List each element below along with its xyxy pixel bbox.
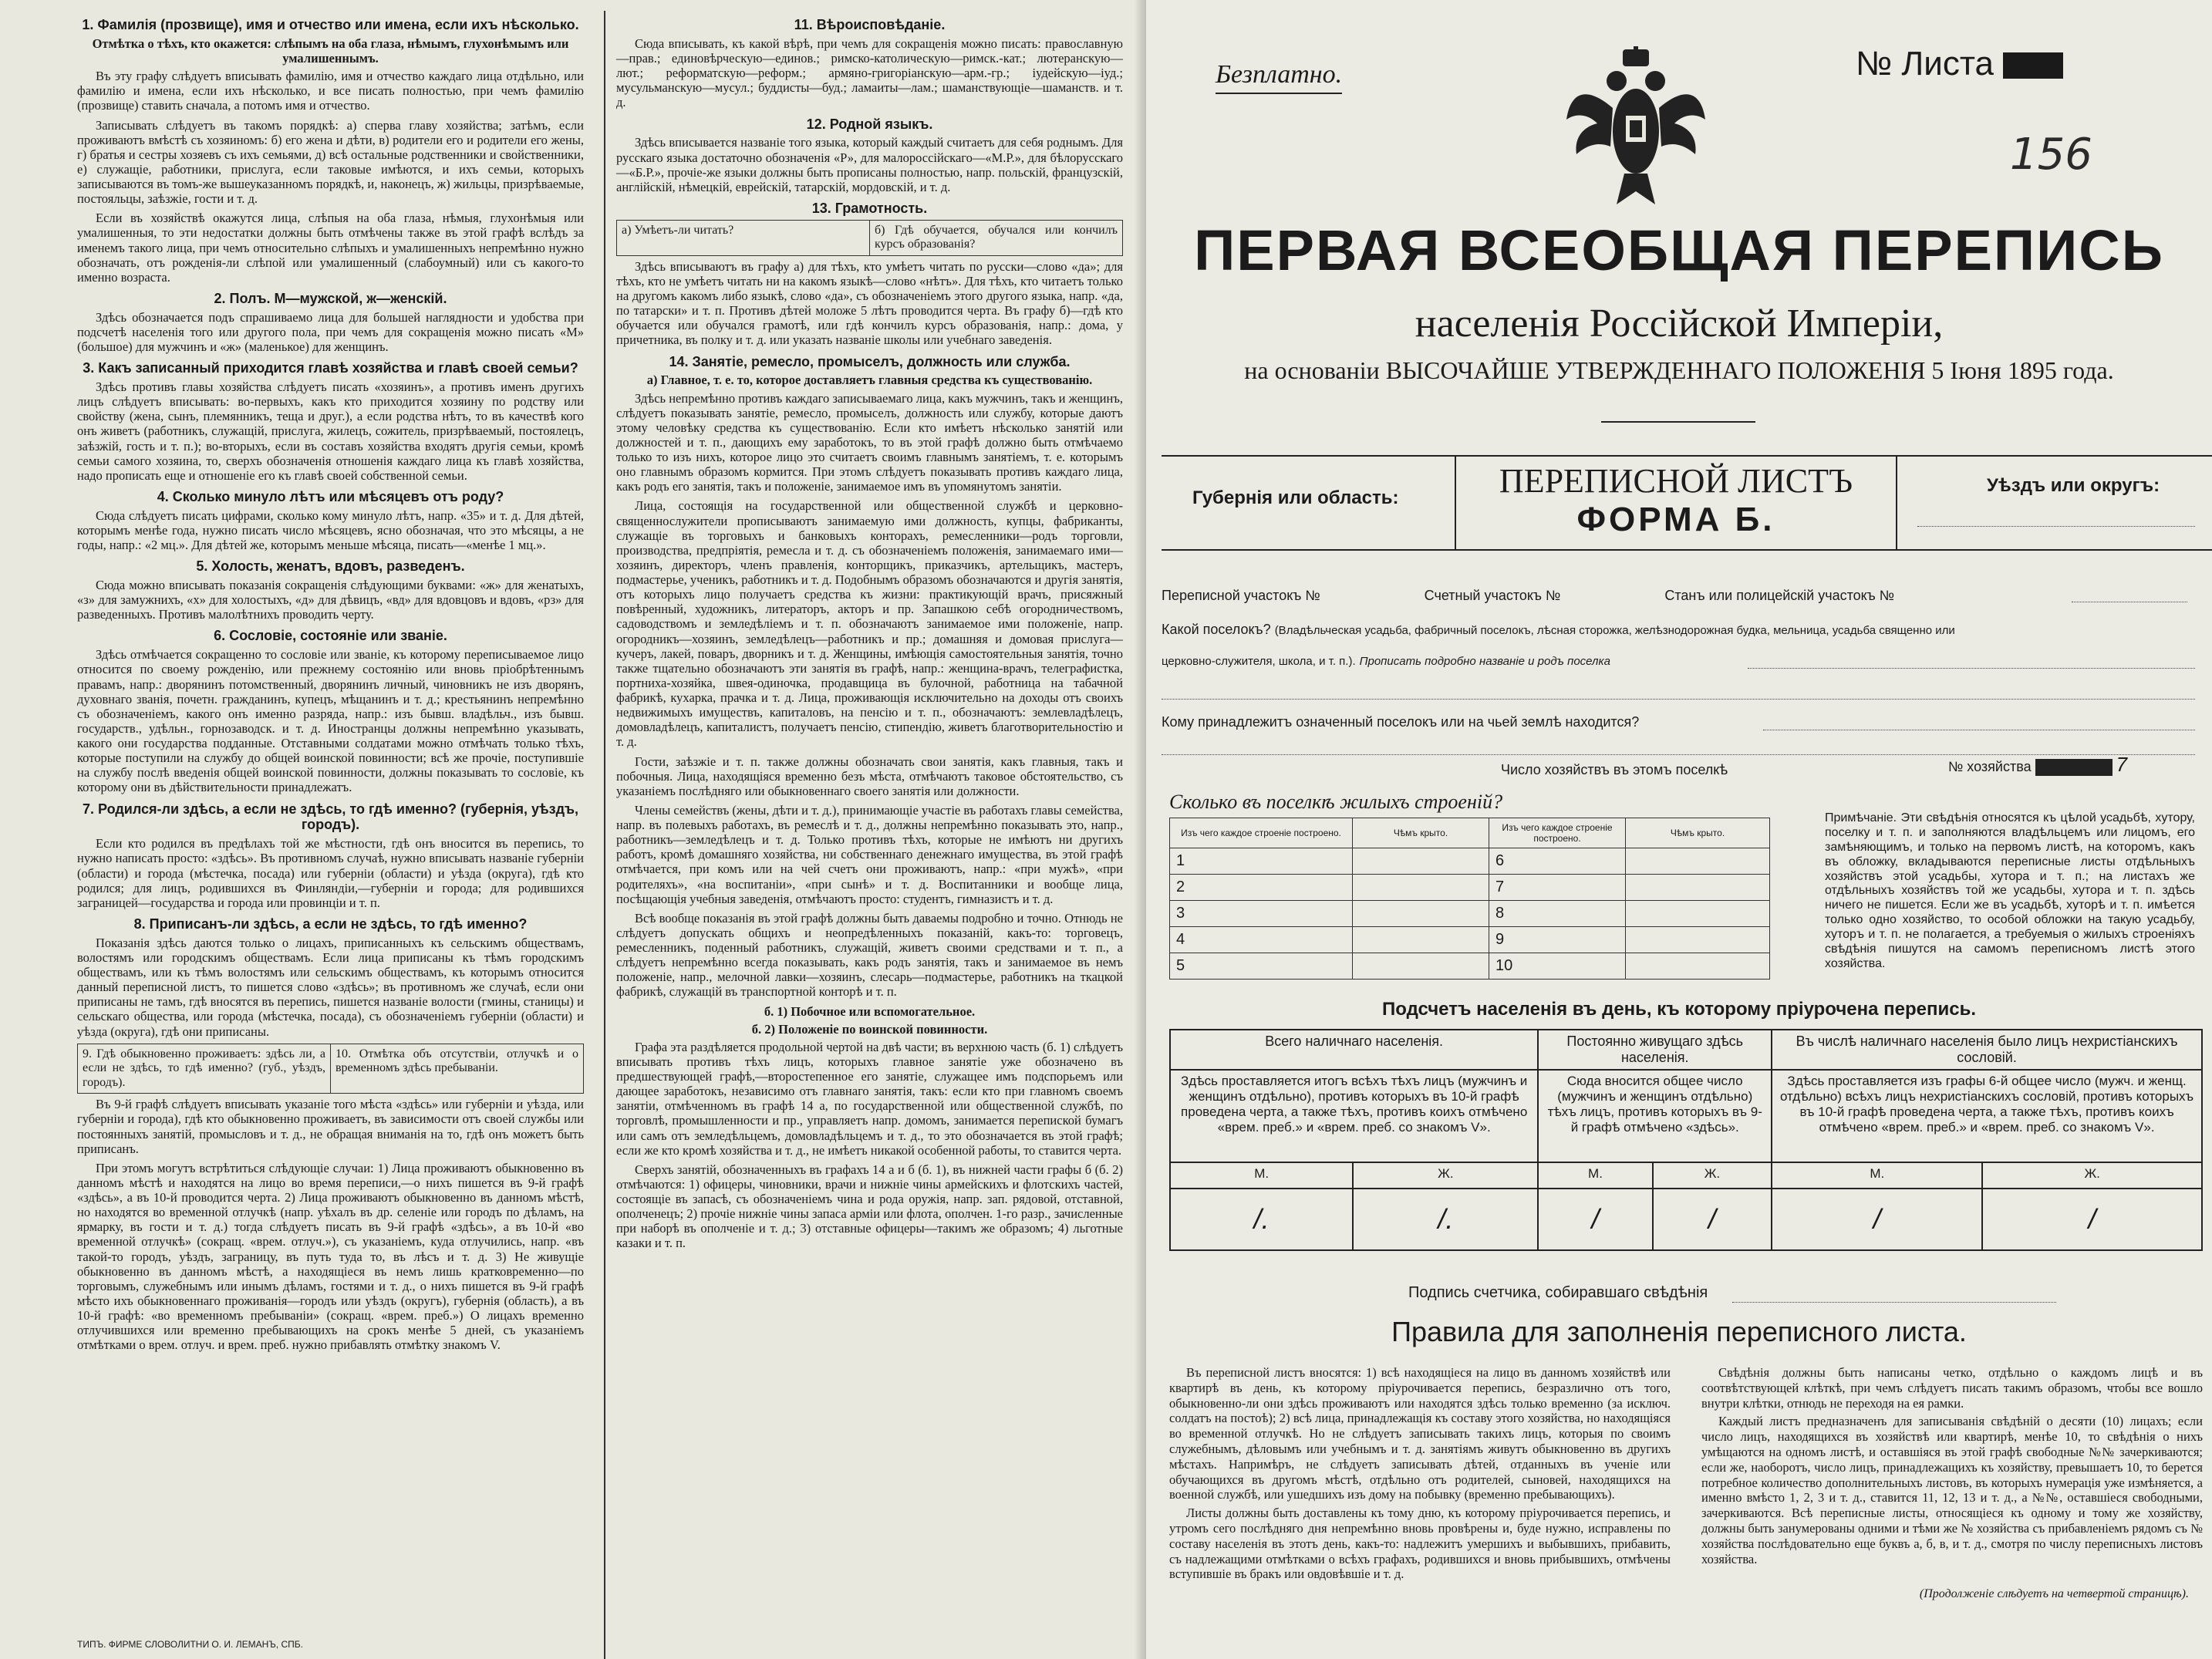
right-page xyxy=(1146,0,2212,1659)
uezd-field[interactable] xyxy=(1917,526,2195,527)
instructions-column-2 xyxy=(604,11,1123,1659)
buildings-row xyxy=(1170,927,1770,953)
households-count-label: Число хозяйствъ въ этомъ поселкѣ xyxy=(1501,762,1728,777)
pop-value[interactable]: / xyxy=(1982,1189,2202,1250)
section-note: б. 2) Положеніе по воинской повинности. xyxy=(751,1021,988,1037)
rules-title: Правила для заполненія переписного листа. xyxy=(1391,1316,1967,1347)
buildings-table xyxy=(1169,818,1770,980)
female-label: Ж. xyxy=(1653,1162,1772,1189)
instruction-paragraph: Если въ хозяйствѣ окажутся лица, слѣпыя на оба глаза, нѣмыя, глухонѣмыя или умалишенныя, то эти недостатки должны быть отмѣчены также въ этой графѣ вслѣдъ за именемъ такого лица, при чемъ относительно слѣпыхъ и умалишенныхъ непремѣнно нужно обозначать, отъ рожденія-ли слѣпой или умалишенный (слабоумный) или съ какого-то именно возраста. xyxy=(77,211,584,285)
household-number-hand: 7 xyxy=(2116,753,2128,776)
buildings-row xyxy=(1170,848,1770,875)
building-roof-cell[interactable] xyxy=(1626,927,1770,953)
form-name-line1: ПЕРЕПИСНОЙ ЛИСТЪ xyxy=(1499,462,1853,500)
instruction-paragraph: Записывать слѣдуетъ въ такомъ порядкѣ: а) сперва главу хозяйства; затѣмъ, если проживаютъ вмѣстѣ съ хозяиномъ: б) его жена и дѣти, в) родители его и родители его жены, г) братья и сестры хозяевъ съ ихъ семьями, д) всѣ остальные родственники и свойственники, е) служащіе, работники, прислуга, если таковые имѣются, и ихъ семьи, которыхъ записываются въ томъ-же вышеуказанномъ порядкѣ, и, наконецъ, ж) жильцы, призрѣваемые, постояльцы, заѣзжіе, гости и т. д. xyxy=(77,117,584,207)
bldg-col-material-2: Изъ чего каждое строеніе построено. xyxy=(1489,818,1626,848)
double-headed-eagle-emblem xyxy=(1563,46,1709,216)
pop-desc-nonchristian: Здѣсь проставляется изъ графы 6-й общее число (мужч. и женщ. отдѣльно) всѣхъ лицъ нехристіанскихъ сословій, противъ которыхъ въ 10-й графѣ проведена черта, а также тѣхъ, противъ коихъ отмѣчено «врем. преб.» и «врем. преб. со знакомъ V». xyxy=(1772,1070,2202,1162)
census-subtitle: населенія Россійской Имперіи, xyxy=(1415,302,1944,346)
instruction-paragraph: Здѣсь обозначается подъ спрашиваемо лица для большей наглядности и удобства при подсчетѣ населенія того или другого пола, при чемъ для сокращенія можно писать «М» (большое) для мужчинъ и «ж» (маленькое) для женщинъ. xyxy=(77,309,584,354)
printer-imprint: ТИПЪ. ФИРМЕ СЛОВОЛИТНИ О. И. ЛЕМАНЪ, СПБ. xyxy=(77,1639,303,1650)
section-heading: 11. Вѣроисповѣданіе. xyxy=(794,17,946,32)
rule-paragraph: Каждый листъ предназначенъ для записыванія свѣдѣній о десяти (10) лицахъ; если число лицъ, находящихся въ хозяйствѣ или квартирѣ, менѣе 10, то свѣдѣнія о нихъ умѣщаются на одномъ листѣ, и оставшіяся въ этой графѣ свободные №№ зачеркиваются; если же, наоборотъ, число лицъ, принадлежащихъ къ хозяйству, превышаетъ 10, то берется потребное количество дополнительныхъ листовъ, въ которыхъ нумерація уже измѣняется, а именно вмѣсто 1, 2, 3 и т. д., ставится 11, 12, 13 и т. д., а №№, оставшіеся свободными, зачеркиваются. Всѣ переписные листы, относящіеся къ одному и тому же хозяйству, должны быть занумерованы одними и тѣми же № хозяйства съ прибавленіемъ рядомъ съ № хозяйства послѣдовательно еще буквъ а, б, в, и т. д., смотря по числу переписныхъ листовъ хозяйства. xyxy=(1701,1414,2203,1566)
enumerator-signature: Подпись счетчика, собиравшаго свѣдѣнія xyxy=(1408,1284,1708,1301)
instruction-paragraph: Въ 9-й графѣ слѣдуетъ вписывать указаніе того мѣста «здѣсь» или губерніи и уѣзда, или губерніи и города), гдѣ кто обыкновенно проживаетъ, въ зависимости отъ своей службы или постоянныхъ занятій, промысловъ и т. д., не обращая вниманія на то, гдѣ онъ можетъ быть приписанъ. xyxy=(77,1097,584,1156)
split-heading-cell: а) Умѣетъ-ли читать? xyxy=(622,223,734,237)
pop-desc-present: Здѣсь проставляется итогъ всѣхъ тѣхъ лицъ (мужчинъ и женщинъ отдѣльно), противъ которыхъ въ 10-й графѣ проведена черта, а также тѣхъ, противъ коихъ отмѣчено «врем. преб.» и «врем. преб. со знакомъ V». xyxy=(1170,1070,1538,1162)
rule-paragraph: Листы должны быть доставлены къ тому дню, къ которому пріурочивается перепись, и утромъ сего послѣдняго дня непремѣнно вновь провѣрены и, буде нужно, исправлены по составу населенія въ этотъ день, какъ-то: надлежитъ умершихъ и выбывшихъ, прибавить, съ надлежащими отмѣтками о всѣхъ графахъ, родившихся и вновь прибывшихъ, отмѣчены вступившіе въ бракъ или овдовѣвшіе и т. д. xyxy=(1169,1506,1671,1582)
building-roof-cell[interactable] xyxy=(1353,953,1489,980)
census-decree-line: на основаніи ВЫСОЧАЙШЕ УТВЕРЖДЕННАГО ПОЛОЖЕНІЯ 5 Іюня 1895 года. xyxy=(1244,356,2114,384)
split-heading-cell: б) Гдѣ обучается, обучался или кончилъ курсъ образованія? xyxy=(869,221,1122,255)
instructions-column-1 xyxy=(77,11,584,1659)
building-number: 6 xyxy=(1489,848,1626,875)
bldg-col-roof: Чѣмъ крыто. xyxy=(1353,818,1489,848)
population-count-title: Подсчетъ населенія въ день, къ которому пріурочена перепись. xyxy=(1382,999,1976,1020)
free-label: Безплатно. xyxy=(1216,60,1342,94)
buildings-remark: Примѣчаніе. Эти свѣдѣнія относятся къ цѣлой усадьбѣ, хутору, поселку и т. п. и заполняются владѣльцемъ или лицомъ, его замѣняющимъ, и только на первомъ листѣ, на которомъ, какъ въ обложку, вкладываются переписные листы отдѣльныхъ хозяйствъ этой усадьбы, хутора и т. п.; на листахъ же отдѣльныхъ хозяйствъ той же усадьбы, хутора и т. п. здѣсь ничего не пишется. Если же въ усадьбѣ, хуторѣ и т. п. имѣется только одно хозяйство, то особой обложки на такую усадьбу, хуторъ и т. п. не полагается, а требуемыя о жилыхъ строеніяхъ свѣдѣнія пишутся на самомъ переписномъ листѣ этого хозяйства. xyxy=(1825,811,2195,970)
instruction-paragraph: Всѣ вообще показанія въ этой графѣ должны быть даваемы подробно и точно. Отнюдь не слѣдуетъ допускать общихъ и неопредѣленныхъ показаній, какъ-то: торговецъ, ремесленникъ, поденный работникъ, служащій, живетъ своими средствами и т. п., а слѣдуетъ непремѣнно всегда показывать, какъ родъ занятія, такъ и занимаемое въ немъ положеніе, напр., мелочной лавки—хозяинъ, слесарь—подмастерье, работникъ на ткацкой фабрикѣ, служащій въ транспортной конторѣ и т. п. xyxy=(616,910,1123,1000)
instruction-paragraph: Здѣсь отмѣчается сокращенно то сословіе или званіе, къ которому переписываемое лицо относится по своему рожденію, или прежнему состоянію или вновь пріобрѣтеннымъ правамъ, напр.: дворянинъ потомственный, дворянинъ личный, чиновникъ не изъ дворянъ, духовнаго званія, почетн. гражданинъ, купецъ, мѣщанинъ и т. д.; крестьянинъ непремѣнно съ обозначеніемъ, какого онъ именно разряда, напр.: изъ бывш. владѣльч., изъ бывш. государств., удѣльн., горнозаводск. и т. д. Иностранцы должны непремѣнно указывать, какого они государства подданные. Отставными солдатами можно отмѣчать только тѣхъ, которые поступили на службу до общей воинской повинности; всѣ же прочіе, поступившіе на службу послѣ введенія общей воинской повинности, должны показывать то сословіе, къ которому они въ дѣйствительности принадлежатъ. xyxy=(77,647,584,795)
building-number: 1 xyxy=(1170,848,1353,875)
instruction-paragraph: Если кто родился въ предѣлахъ той же мѣстности, гдѣ онъ вносится въ перепись, то нужно написать просто: «здѣсь». Въ противномъ случаѣ, нужно вписывать названіе губерніи (области) и города (мѣстечка, посада) или губерніи (области) и уѣзда (округа), гдѣ кто родился; для лицъ, родившихся въ Финляндіи,—губерніи и города; для родившихся заграницей—государства и города или провинціи и т. п. xyxy=(77,836,584,910)
section-heading: 8. Приписанъ-ли здѣсь, а если не здѣсь, то гдѣ именно? xyxy=(133,915,528,932)
owner-question: Кому принадлежитъ означенный поселокъ или на чьей землѣ находится? xyxy=(1162,714,1640,730)
instruction-paragraph: Графа эта раздѣляется продольной чертой на двѣ части; въ верхнюю часть (б. 1) слѣдуетъ вписывать противъ тѣхъ лицъ, которыхъ главное занятіе уже обозначено въ предшествующей графѣ,—второстепенное его занятіе, служащее имъ подспорьемъ или дающее заработокъ, независимо отъ главнаго занятія, такъ: если кто при главномъ своемъ занятіи, отмѣченномъ въ графѣ 14 а, по государственной или общественной службѣ, по торговлѣ, промышленности и пр., управляетъ напр. домомъ, занимается перепиской бумагъ или самъ отъ земледѣльцемъ, домовладѣльцемъ и т. д., то это обозначается въ этой графѣ; если же кто кромѣ хозяйства и т. д., не имѣетъ никакой особенной работы, то ставится черта. xyxy=(616,1039,1123,1158)
pop-value[interactable]: /. xyxy=(1170,1189,1353,1250)
instruction-paragraph: Сверхъ занятій, обозначенныхъ въ графахъ 14 а и б (б. 1), въ нижней части графы б (б. 2) отмѣчаются: 1) офицеры, чиновники, врачи и нижніе чины армейскихъ и флотскихъ частей, состоящіе въ запасѣ, съ обозначеніемъ чина и рода оружія, напр. зап. рядовой, отставной, ополченецъ; 2) прочіе нижніе чины запаса арміи или флота, ополчен. 1-го разр., зачисленные при наборѣ въ ополченіе и т. д.; 3) отставные офицеры—такимъ же образомъ; 4) льготные казаки и т. п. xyxy=(616,1162,1123,1251)
heading-10: 10. Отмѣтка объ отсутствіи, отлучкѣ и о временномъ здѣсь пребываніи. xyxy=(330,1044,583,1094)
sheet-number-label: № Листа xyxy=(1856,45,1995,83)
settlement-name-field[interactable] xyxy=(1748,668,2195,669)
section-note: а) Главное, т. е. то, которое доставляетъ главныя средства къ существованію. xyxy=(646,373,1093,388)
split-heading-9-10 xyxy=(77,1044,584,1094)
continued-note: (Продолженіе слѣдуетъ на четвертой страницѣ). xyxy=(1919,1587,2189,1600)
building-roof-cell[interactable] xyxy=(1353,875,1489,901)
pop-value[interactable]: / xyxy=(1772,1189,1982,1250)
household-number-redaction xyxy=(2035,759,2113,776)
population-count-table xyxy=(1169,1029,2203,1251)
male-label: М. xyxy=(1772,1162,1982,1189)
building-roof-cell[interactable] xyxy=(1353,927,1489,953)
settlement-extra-field[interactable] xyxy=(1162,699,2195,700)
building-roof-cell[interactable] xyxy=(1353,901,1489,927)
pop-value[interactable]: /. xyxy=(1353,1189,1538,1250)
bldg-col-material: Изъ чего каждое строеніе построено. xyxy=(1170,818,1353,848)
signature-field[interactable] xyxy=(1732,1302,2056,1303)
section-note: Отмѣтка о тѣхъ, кто окажется: слѣпымъ на оба глаза, нѣмымъ, глухонѣмымъ или умалишеннымъ. xyxy=(92,35,569,66)
rule-paragraph: Въ переписной листъ вносятся: 1) всѣ находящіеся на лицо въ данномъ хозяйствѣ или квартирѣ въ день, къ которому пріурочивается перепись, безразлично отъ того, обыкновенно-ли они здѣсь проживаютъ или находятся здѣсь только временно (за исключ. солдатъ на постоѣ); 2) всѣ лица, принадлежащія къ составу этого хозяйства, но находящіяся во временной отлучкѣ. Но не слѣдуетъ записывать такихъ лицъ, которыя по своимъ служебнымъ, дѣловымъ или учебнымъ и т. д. занятіямъ живутъ обыкновенно въ другихъ мѣстахъ. Напримѣръ, не слѣдуетъ записывать дѣтей, отданныхъ въ ученіе или обучающихся въ другомъ мѣстѣ, отдѣльно отъ родителей, сыновей, находящихся на военной службѣ, или ушедшихъ изъ дому на побывку (временно пребывающихъ). xyxy=(1169,1365,1671,1502)
buildings-row xyxy=(1170,875,1770,901)
section-heading: 5. Холость, женатъ, вдовъ, разведенъ. xyxy=(196,558,465,575)
redaction-block xyxy=(2003,52,2063,79)
section-note: б. 1) Побочное или вспомогательное. xyxy=(764,1003,976,1019)
instruction-paragraph: Показанія здѣсь даются только о лицахъ, приписанныхъ къ сельскимъ обществамъ, волостямъ или городскимъ обществамъ. Если лица приписаны къ тѣмъ городскимъ обществамъ, или къ тѣмъ волостямъ или сельскимъ обществамъ, къ которымъ относится данный переписной листъ, то пишется слово «здѣсь»; въ противномъ же случаѣ, если они приписаны не тамъ, гдѣ вносятся въ перепись, пишется названіе волости (гмины, станицы) и сельскаго общества, или города (мѣстечка, посада), съ обозначеніемъ губерніи (области) и уѣзда (округа), гдѣ они приписаны. xyxy=(77,935,584,1039)
bldg-col-roof-2: Чѣмъ крыто. xyxy=(1626,818,1770,848)
section-heading: 6. Сословіе, состояніе или званіе. xyxy=(214,628,447,644)
pop-head-present: Всего наличнаго населенія. xyxy=(1170,1030,1538,1070)
split-heading xyxy=(616,220,1123,256)
building-number: 2 xyxy=(1170,875,1353,901)
uezd-label: Уѣздъ или округъ: xyxy=(1987,475,2160,496)
form-name-line2: ФОРМА Б. xyxy=(1576,501,1775,538)
building-roof-cell[interactable] xyxy=(1626,901,1770,927)
buildings-row xyxy=(1170,953,1770,980)
instruction-paragraph: Члены семействъ (жены, дѣти и т. д.), принимающіе участіе въ работахъ главы семейства, напр. въ полевыхъ работахъ, въ ремеслѣ и т. д., должны непремѣнно показывать это, напр., работникъ—земледѣлецъ и т. д. Только противъ тѣхъ, которые не имѣютъ ни другихъ работъ, кромѣ домашняго хозяйства, ни собственнаго денежнаго имущества, въ этой графѣ отмѣчается, при комъ или на чей счетъ они проживаютъ, напр.: «при мужѣ», «при родителяхъ», «на воспитаніи», «при сынѣ» и т. д. Воспитанники и вообще лица, посѣщающія учебныя заведенія, отмѣчаютъ просто: студентъ, гимназистъ и т. д. xyxy=(616,802,1123,906)
buildings-row xyxy=(1170,901,1770,927)
form-header-box xyxy=(1162,455,2212,551)
instruction-paragraph: Въ эту графу слѣдуетъ вписывать фамилію, имя и отчество каждаго лица отдѣльно, или фамилію и имена, если ихъ нѣсколько, и все писать полностью, при чемъ фамилію (прозвище) ставить сначала, а потомъ имя и отчество. xyxy=(77,69,584,113)
section-heading: 3. Какъ записанный приходится главѣ хозяйства и главѣ своей семьи? xyxy=(83,360,578,376)
title-rule xyxy=(1601,421,1755,423)
building-roof-cell[interactable] xyxy=(1626,848,1770,875)
building-number: 7 xyxy=(1489,875,1626,901)
building-number: 3 xyxy=(1170,901,1353,927)
census-title: ПЕРВАЯ ВСЕОБЩАЯ ПЕРЕПИСЬ xyxy=(1194,218,2164,282)
instruction-paragraph: Здѣсь непремѣнно противъ каждаго записываемаго лица, какъ мужчинъ, такъ и женщинъ, слѣдуетъ показывать занятіе, ремесло, промыселъ, должность или службу, которые даютъ этому человѣку средства къ существованію. Если кто имѣетъ нѣсколько занятій или должностей и т. п., дающихъ ему заработокъ, то въ этой графѣ должно быть отмѣчаемо только то изъ нихъ, которое лицо это считаетъ своимъ главнымъ занятіемъ, т. е. которымъ оно главнымъ образомъ кормится. При этомъ слѣдуетъ показывать противъ каждаго лица, какъ родъ его занятія, такъ и положеніе, занимаемое имъ въ упомянутомъ занятіи. xyxy=(616,390,1123,494)
building-roof-cell[interactable] xyxy=(1626,875,1770,901)
building-number: 5 xyxy=(1170,953,1353,980)
building-number: 8 xyxy=(1489,901,1626,927)
settlement-type-line: Какой поселокъ? (Владѣльческая усадьба, фабричный поселокъ, лѣсная сторожка, желѣзнодорожная будка, мельница, усадьба священно или xyxy=(1162,622,1955,637)
pop-desc-resident: Сюда вносится общее число (мужчинъ и женщинъ отдѣльно) тѣхъ лицъ, противъ которыхъ въ 9-й графѣ отмѣчено «здѣсь». xyxy=(1538,1070,1772,1162)
heading-9: 9. Гдѣ обыкновенно проживаетъ: здѣсь ли, а если не здѣсь, то гдѣ именно? (губ., уѣздъ, городъ). xyxy=(83,1047,325,1089)
handwritten-sheet-number: 156 xyxy=(2010,130,2092,180)
section-heading: 4. Сколько минуло лѣтъ или мѣсяцевъ отъ роду? xyxy=(157,488,504,504)
rule-paragraph: Свѣдѣнія должны быть написаны четко, отдѣльно о каждомъ лицѣ и въ соотвѣтствующей клѣткѣ, при чемъ слѣдуетъ писать такимъ образомъ, чтобы все вошло внутри клѣтки, отнюдь не переходя на ея рамки. xyxy=(1701,1365,2203,1411)
instruction-paragraph: Лица, состоящія на государственной или общественной службѣ и церковно-священнослужители прописываютъ занимаемую ими должность, купцы, фабриканты, служащіе въ торговыхъ и банковыхъ конторахъ, ремесленники—родъ торговли, производства, предпріятія, ремесла и т. д. съ обозначеніемъ положенія, занимаемаго ими—хозяинъ, директоръ, членъ правленія, конторщикъ, приказчикъ, артельщикъ, мастеръ, подмастерье, ученикъ, работникъ и т. д. Подобнымъ образомъ обозначаются и другія занятія, отъ которыхъ лицо получаетъ средства къ жизни: практикующій врачъ, присяжный повѣренный, художникъ, литераторъ, акторъ и пр. Запашкою себѣ огородничествомъ, садоводствомъ и земледѣліемъ и т. п. обозначаютъ занимаемое ими положеніе, напр. огородникъ—хозяинъ, земледѣлецъ—работникъ и пр.; домашняя и домовая прислуга—кучеръ, лакей, поваръ, дворникъ и т. д. Женщины, имѣющія самостоятельныя занятія, точно также тщательно обозначаютъ эти занятія въ графѣ, напр.: женщина-врачъ, телеграфистка, портниха-хозяйка, швея-одиночка, продавщица въ булочной, работница на табачной фабрикѣ, кухарка, прачка и т. д. Лица, проживающія исключительно на доходы отъ своихъ недвижимыхъ имуществъ, капиталовъ, на пенсію и т. п., обозначаютъ: землевладѣлецъ, домовладѣлецъ, капиталистъ, получаетъ пенсію, стипендію, живетъ благотворительностію и т. д. xyxy=(616,498,1123,750)
section-heading: 13. Грамотность. xyxy=(811,200,928,216)
instruction-paragraph: Здѣсь вписывается названіе того языка, который каждый считаетъ для себя роднымъ. Для русскаго языка достаточно обозначенія «Р», для малороссійскаго—«М.Р.», для бѣлорусскаго—«Б.Р.», прочіе-же языки должны быть прописаны полностью, напр. польскій, французскій, англійскій, нѣмецкій, еврейскій, татарскій, мордовскій, и т. д. xyxy=(616,135,1123,194)
household-number: № хозяйства 7 xyxy=(1948,753,2128,776)
building-number: 10 xyxy=(1489,953,1626,980)
pop-value[interactable]: / xyxy=(1653,1189,1772,1250)
sheet-number xyxy=(1856,45,2063,83)
male-label: М. xyxy=(1170,1162,1353,1189)
rules-left-column xyxy=(1169,1365,1671,1585)
instruction-paragraph: При этомъ могутъ встрѣтиться слѣдующіе случаи: 1) Лица проживаютъ обыкновенно въ данномъ мѣстѣ и находятся на лицо во время переписи,—о нихъ пишется въ 9-й графѣ «здѣсь», а въ 10-й проводится черта. 2) Лица проживаютъ обыкновенно въ данномъ мѣстѣ, но находятся во временной отлучкѣ (напр. уѣхалъ въ др. селеніе или городъ по дѣламъ, на ярмарку, въ гости и т. д.) тогда слѣдуетъ писать въ 9-й графѣ «здѣсь», а въ 10-й «во временной отлучкѣ» (сокращ. «врем. отлуч.»), съ указаніемъ, куда отлучились, напр. «въ такой-то городъ, уѣздъ, заграницу, въ путь туда то, въ лѣсъ и т. д. 3) Не живущіе обыкновенно въ данномъ мѣстѣ, а находящіеся въ немъ лишь кратковременно—по торговымъ, служебнымъ или инымъ дѣламъ, гостями и т. д., о нихъ пишется въ 9-й графѣ мѣсто ихъ обыкновеннаго проживанія—городъ или уѣздъ (округъ), губернія (область), а въ 10-й графѣ: «во временномъ пребываніи» (сокращ. «врем. преб.») О лицахъ временно отлучившихся или временно пребывающихъ на срокъ менѣе 5 дней, съ указаніемъ отмѣтками о врем. отлуч. и врем. преб. нужно прибавлять отмѣтку знакомъ V. xyxy=(77,1160,584,1353)
settlement-name-line: церковно-служителя, школа, и т. п.). Прописать подробно названіе и родъ поселка xyxy=(1162,655,1610,668)
section-heading: 1. Фамилія (прозвище), имя и отчество или имена, если ихъ нѣсколько. xyxy=(82,17,579,32)
pop-head-nonchristian: Въ числѣ наличнаго населенія было лицъ нехристіанскихъ сословій. xyxy=(1772,1030,2202,1070)
pop-head-resident: Постоянно живущаго здѣсь населенія. xyxy=(1538,1030,1772,1070)
instruction-paragraph: Сюда можно вписывать показанія сокращенія слѣдующими буквами: «ж» для женатыхъ, «з» для замужнихъ, «х» для холостыхъ, «д» для дѣвицъ, «вд» для вдовцовъ и вдовъ, «рз» для разведенныхъ. Противъ малолѣтнихъ проводить черту. xyxy=(77,578,584,622)
building-number: 4 xyxy=(1170,927,1353,953)
building-number: 9 xyxy=(1489,927,1626,953)
section-heading: 12. Родной языкъ. xyxy=(806,116,933,132)
section-heading: 7. Родился-ли здѣсь, а если не здѣсь, то гдѣ именно? (губернія, уѣздъ, городъ). xyxy=(83,801,578,833)
instruction-paragraph: Здѣсь вписываютъ въ графу а) для тѣхъ, кто умѣетъ читать по русски—слово «да»; для тѣхъ, кто не умѣетъ читать ни на какомъ языкѣ—слово «нѣтъ». Для тѣхъ, кто читаетъ только на другомъ какомъ либо языкѣ, слово «да», съ обозначеніемъ этого другого языка, напр. «да, по татарски» и т. п. Противъ дѣтей моложе 5 лѣтъ проводится черта. Въ графу б)—гдѣ кто обучается или обучался грамотѣ, или гдѣ кончилъ курсъ образованія, напр.: дома, у причетника, въ полку и т. д. или указать названіе школы или учебнаго заведенія. xyxy=(616,258,1123,348)
rules-right-column xyxy=(1701,1365,2203,1585)
instruction-paragraph: Здѣсь противъ главы хозяйства слѣдуетъ писать «хозяинъ», а противъ именъ другихъ лицъ слѣдуетъ вписывать: во-первыхъ, какъ кто приходится хозяину по родству или свойству (жена, сынъ, племянникъ, теща и друг.), а если родства нѣтъ, то въ качествѣ кого онъ живетъ (работникъ, служащій, прислуга, жилецъ, сожитель, призрѣваемый, постоялецъ, заѣзжій, гость и т. п.); во-вторыхъ, если въ составъ хозяйства входятъ другія семьи, кромѣ семьи самого хозяина, то, сверхъ обозначенія отношенія каждаго лица къ главѣ хозяйства, надо прописать еще и отношеніе его къ главѣ своей собственной семьи. xyxy=(77,379,584,483)
building-roof-cell[interactable] xyxy=(1353,848,1489,875)
section-heading: 14. Занятіе, ремесло, промыселъ, должность или служба. xyxy=(669,353,1071,369)
male-label: М. xyxy=(1538,1162,1652,1189)
section-heading: 2. Полъ. М—мужской, ж—женскій. xyxy=(214,290,447,306)
buildings-question: Сколько въ поселкѣ жилыхъ строеній? xyxy=(1169,791,1503,813)
instruction-paragraph: Сюда вписывать, къ какой вѣрѣ, при чемъ для сокращенія можно писать: православную—прав.; единовѣрческую—единов.; римско-католическую—римск.-кат.; лютеранскую—лют.; реформатскую—реформ.; армяно-григоріанскую—арм.-гр.; іудейскую—іуд.; мусульманскую—мусул.; буддисты—буд.; ламаиты—лам.; шаманствующіе—шаманств. и т. д. xyxy=(616,35,1123,110)
building-roof-cell[interactable] xyxy=(1626,953,1770,980)
form-name xyxy=(1455,457,1897,549)
instruction-paragraph: Гости, заѣзжіе и т. п. также должны обозначать свои занятія, какъ главныя, такъ и побочныя. Лица, находящіяся временно безъ мѣста, отмѣчаютъ таковое обстоятельство, съ указаніемъ послѣдняго или обыкновеннаго своего занятія или должности. xyxy=(616,754,1123,798)
female-label: Ж. xyxy=(1353,1162,1538,1189)
pop-value[interactable]: / xyxy=(1538,1189,1652,1250)
rules-text xyxy=(1169,1365,2203,1585)
instruction-paragraph: Сюда слѣдуетъ писать цифрами, сколько кому минуло лѣтъ, напр. «35» и т. д. Для дѣтей, которымъ менѣе года, нужно писать число мѣсяцевъ, ясно обозначая, что это мѣсяцы, а не годы, напр.: «2 мц.». Для дѣтей же, которымъ меньше мѣсяца, писать—«менѣе 1 мц.». xyxy=(77,507,584,552)
female-label: Ж. xyxy=(1982,1162,2202,1189)
district-line: Переписной участокъ № Счетный участокъ № Станъ или полицейскій участокъ № xyxy=(1162,588,1895,603)
gubernia-label: Губернія или область: xyxy=(1192,487,1399,508)
